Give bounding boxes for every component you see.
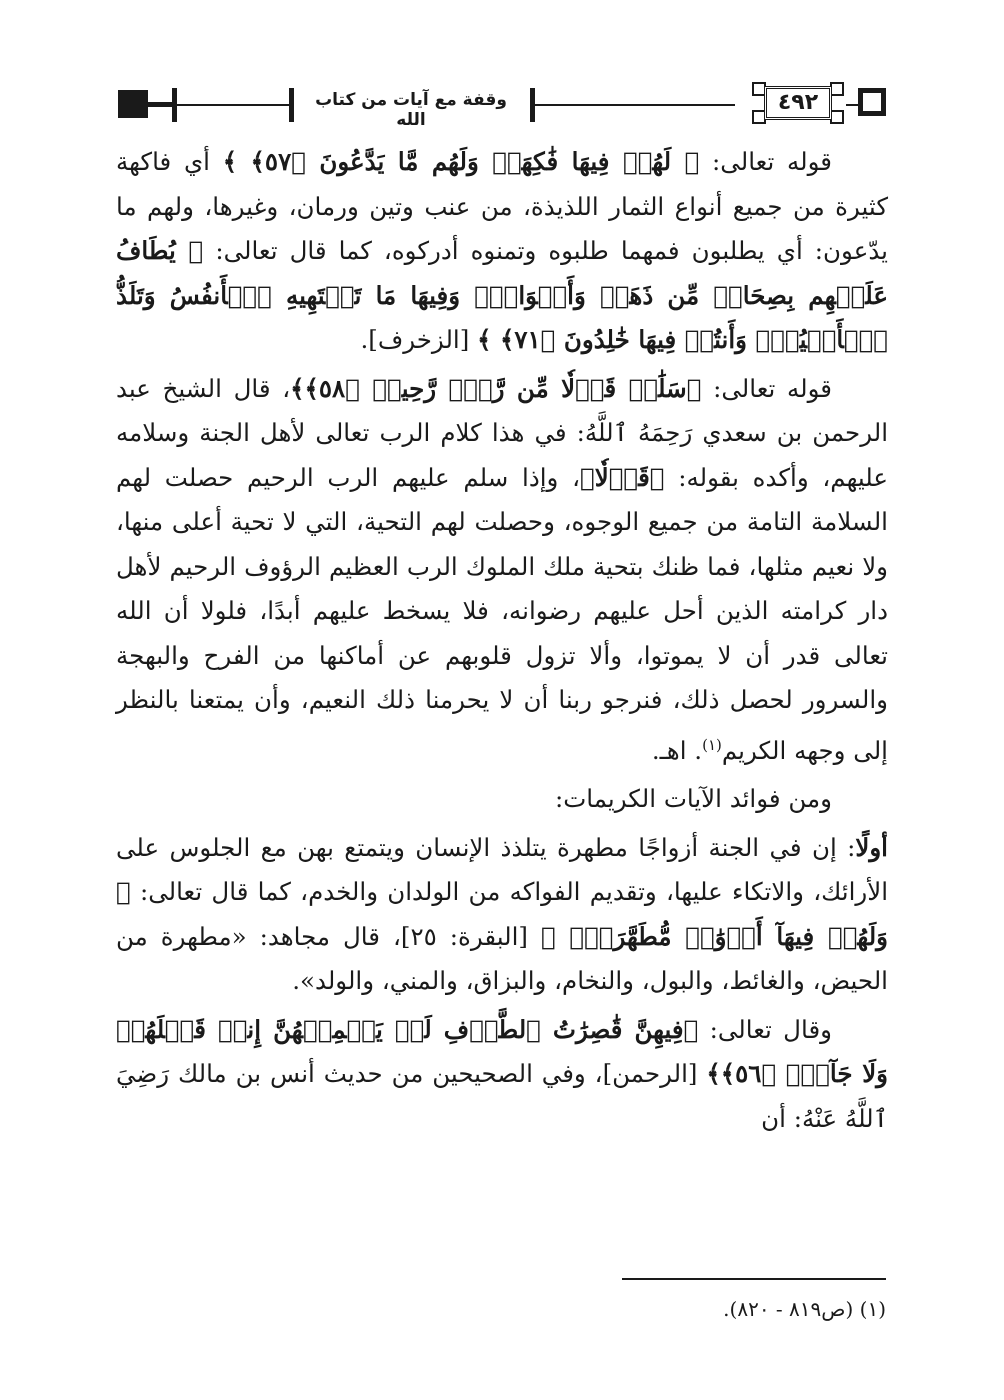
page-body xyxy=(116,140,888,1145)
footnote-marker[interactable]: (١) xyxy=(702,735,722,754)
quran-verse: ﴿ وَلَهُمۡ فِيهَآ أَزۡوَٰجٞ مُّطَهَّرَةٞۖ ﴾ xyxy=(116,877,888,951)
paragraph-text: أي فاكهة كثيرة من جميع أنواع الثمار اللذيذة، من عنب وتين ورمان، وغيرها، ولهم ما يدّعون: أي يطلبون فمهما طلبوه وتمنوه أدركوه، كما قال تعالى: xyxy=(116,147,889,265)
paragraph-text: وقال تعالى: xyxy=(698,1014,832,1044)
paragraph-text: ، قال الشيخ عبد الرحمن بن سعدي رَحِمَهُ ٱللَّهُ: في هذا كلام الرب تعالى لأهل الجنة وسلامه عليهم، وأكده بقوله: xyxy=(116,373,888,492)
header-rule xyxy=(148,102,172,107)
page-header xyxy=(118,80,886,130)
header-left-square-ornament xyxy=(118,90,148,118)
paragraph-text: ، وإذا سلم عليهم الرب الرحيم حصلت لهم السلامة التامة من جميع الوجوه، وحصلت لهم التحية، التي لا تحية أعلى منها، ولا نعيم مثلها، فما ظنك بتحية ملك الملوك الرب العظيم الرؤوف الرحيم لأهل دار كرامته الذين أحل عليهم رضوانه، فلا يسخط عليهم أبدًا، فلولا أن الله تعالى قدر أن لا يموتوا، وألا تزول قلوبهم عن أماكنها من الفرح والبهجة والسرور لحصل ذلك، فنرجو ربنا أن لا يحرمنا ذلك النعيم، وأن يمتعنا بالنظر إلى وجهه الكريم xyxy=(116,462,888,765)
header-rule xyxy=(535,104,735,106)
header-book-title: وقفة مع آيات من كتاب الله xyxy=(315,90,507,130)
paragraph-text: قوله تعالى: xyxy=(701,373,832,403)
surah-reference: [البقرة: ٢٥] xyxy=(400,921,541,951)
header-bar xyxy=(289,88,294,122)
point-label: أولًا xyxy=(855,832,888,862)
paragraph-2 xyxy=(116,367,888,774)
quran-verse: ﴿سَلَٰمٞ قَوۡلٗا مِّن رَّبّٖ رَّحِيمٖ ﴿٥٨﴾﴾ xyxy=(290,373,702,403)
page-number: ٤٩٢ xyxy=(777,90,819,115)
header-right-square-ornament xyxy=(858,88,886,116)
quran-verse: ﴿قَوۡلٗا﴾ xyxy=(580,462,665,492)
quran-verse: ﴿فِيهِنَّ قَٰصِرَٰتُ ٱلطَّرۡفِ لَمۡ يَطۡمِثۡهُنَّ إِنسٞ قَبۡلَهُمۡ وَلَا جَآنّٞ ﴿٥٦﴾﴾ xyxy=(116,1014,888,1089)
paragraph-5 xyxy=(116,1008,888,1142)
paragraph-text: ، قال مجاهد: «مطهرة من الحيض، والغائط، والبول، والنخام، والبزاق، والمني، والولد». xyxy=(116,921,888,996)
paragraph-3 xyxy=(116,777,888,822)
paragraph-text: قوله تعالى: xyxy=(699,147,832,176)
section-intro: ومن فوائد الآيات الكريمات: xyxy=(554,784,832,814)
quran-verse: ﴿ لَهُمۡ فِيهَا فَٰكِهَةٞ وَلَهُم مَّا يَدَّعُونَ ﴿٥٧﴾ ﴾ xyxy=(222,147,700,176)
surah-reference: [الزخرف]. xyxy=(360,325,478,354)
paragraph-1 xyxy=(116,140,888,363)
frame-corner-ornament xyxy=(830,82,844,96)
footnote: (١) (ص٨١٩ - ٨٢٠). xyxy=(723,1297,886,1321)
header-rule xyxy=(177,104,289,106)
paragraph-text: . اهـ. xyxy=(651,735,703,765)
paragraph-text: : إن في الجنة أزواجًا مطهرة يتلذذ الإنسان ويتمتع بهن مع الجلوس على الأرائك، والاتكاء عليها، وتقديم الفواكه من الولدان والخدم، كما قال تعالى: xyxy=(116,832,888,907)
frame-corner-ornament xyxy=(830,110,844,124)
paragraph-4 xyxy=(116,826,888,1004)
paragraph-text: [الرحمن]، وفي الصحيحين من حديث أنس بن مالك رَضِيَ ٱللَّهُ عَنْهُ: أن xyxy=(116,1059,888,1133)
page-number-frame xyxy=(750,82,846,124)
quran-verse: ﴿ يُطَافُ عَلَيۡهِم بِصِحَافٖ مِّن ذَهَبٖ وَأَكۡوَابٖۖ وَفِيهَا مَا تَشۡتَهِيهِ ٱلۡأَنفُسُ وَتَلَذُّ ٱلۡأَعۡيُنُۖ وَأَنتُمۡ فِيهَا خَٰلِدُونَ ﴿٧١﴾ ﴾ xyxy=(116,236,888,354)
footnote-separator xyxy=(622,1278,886,1280)
